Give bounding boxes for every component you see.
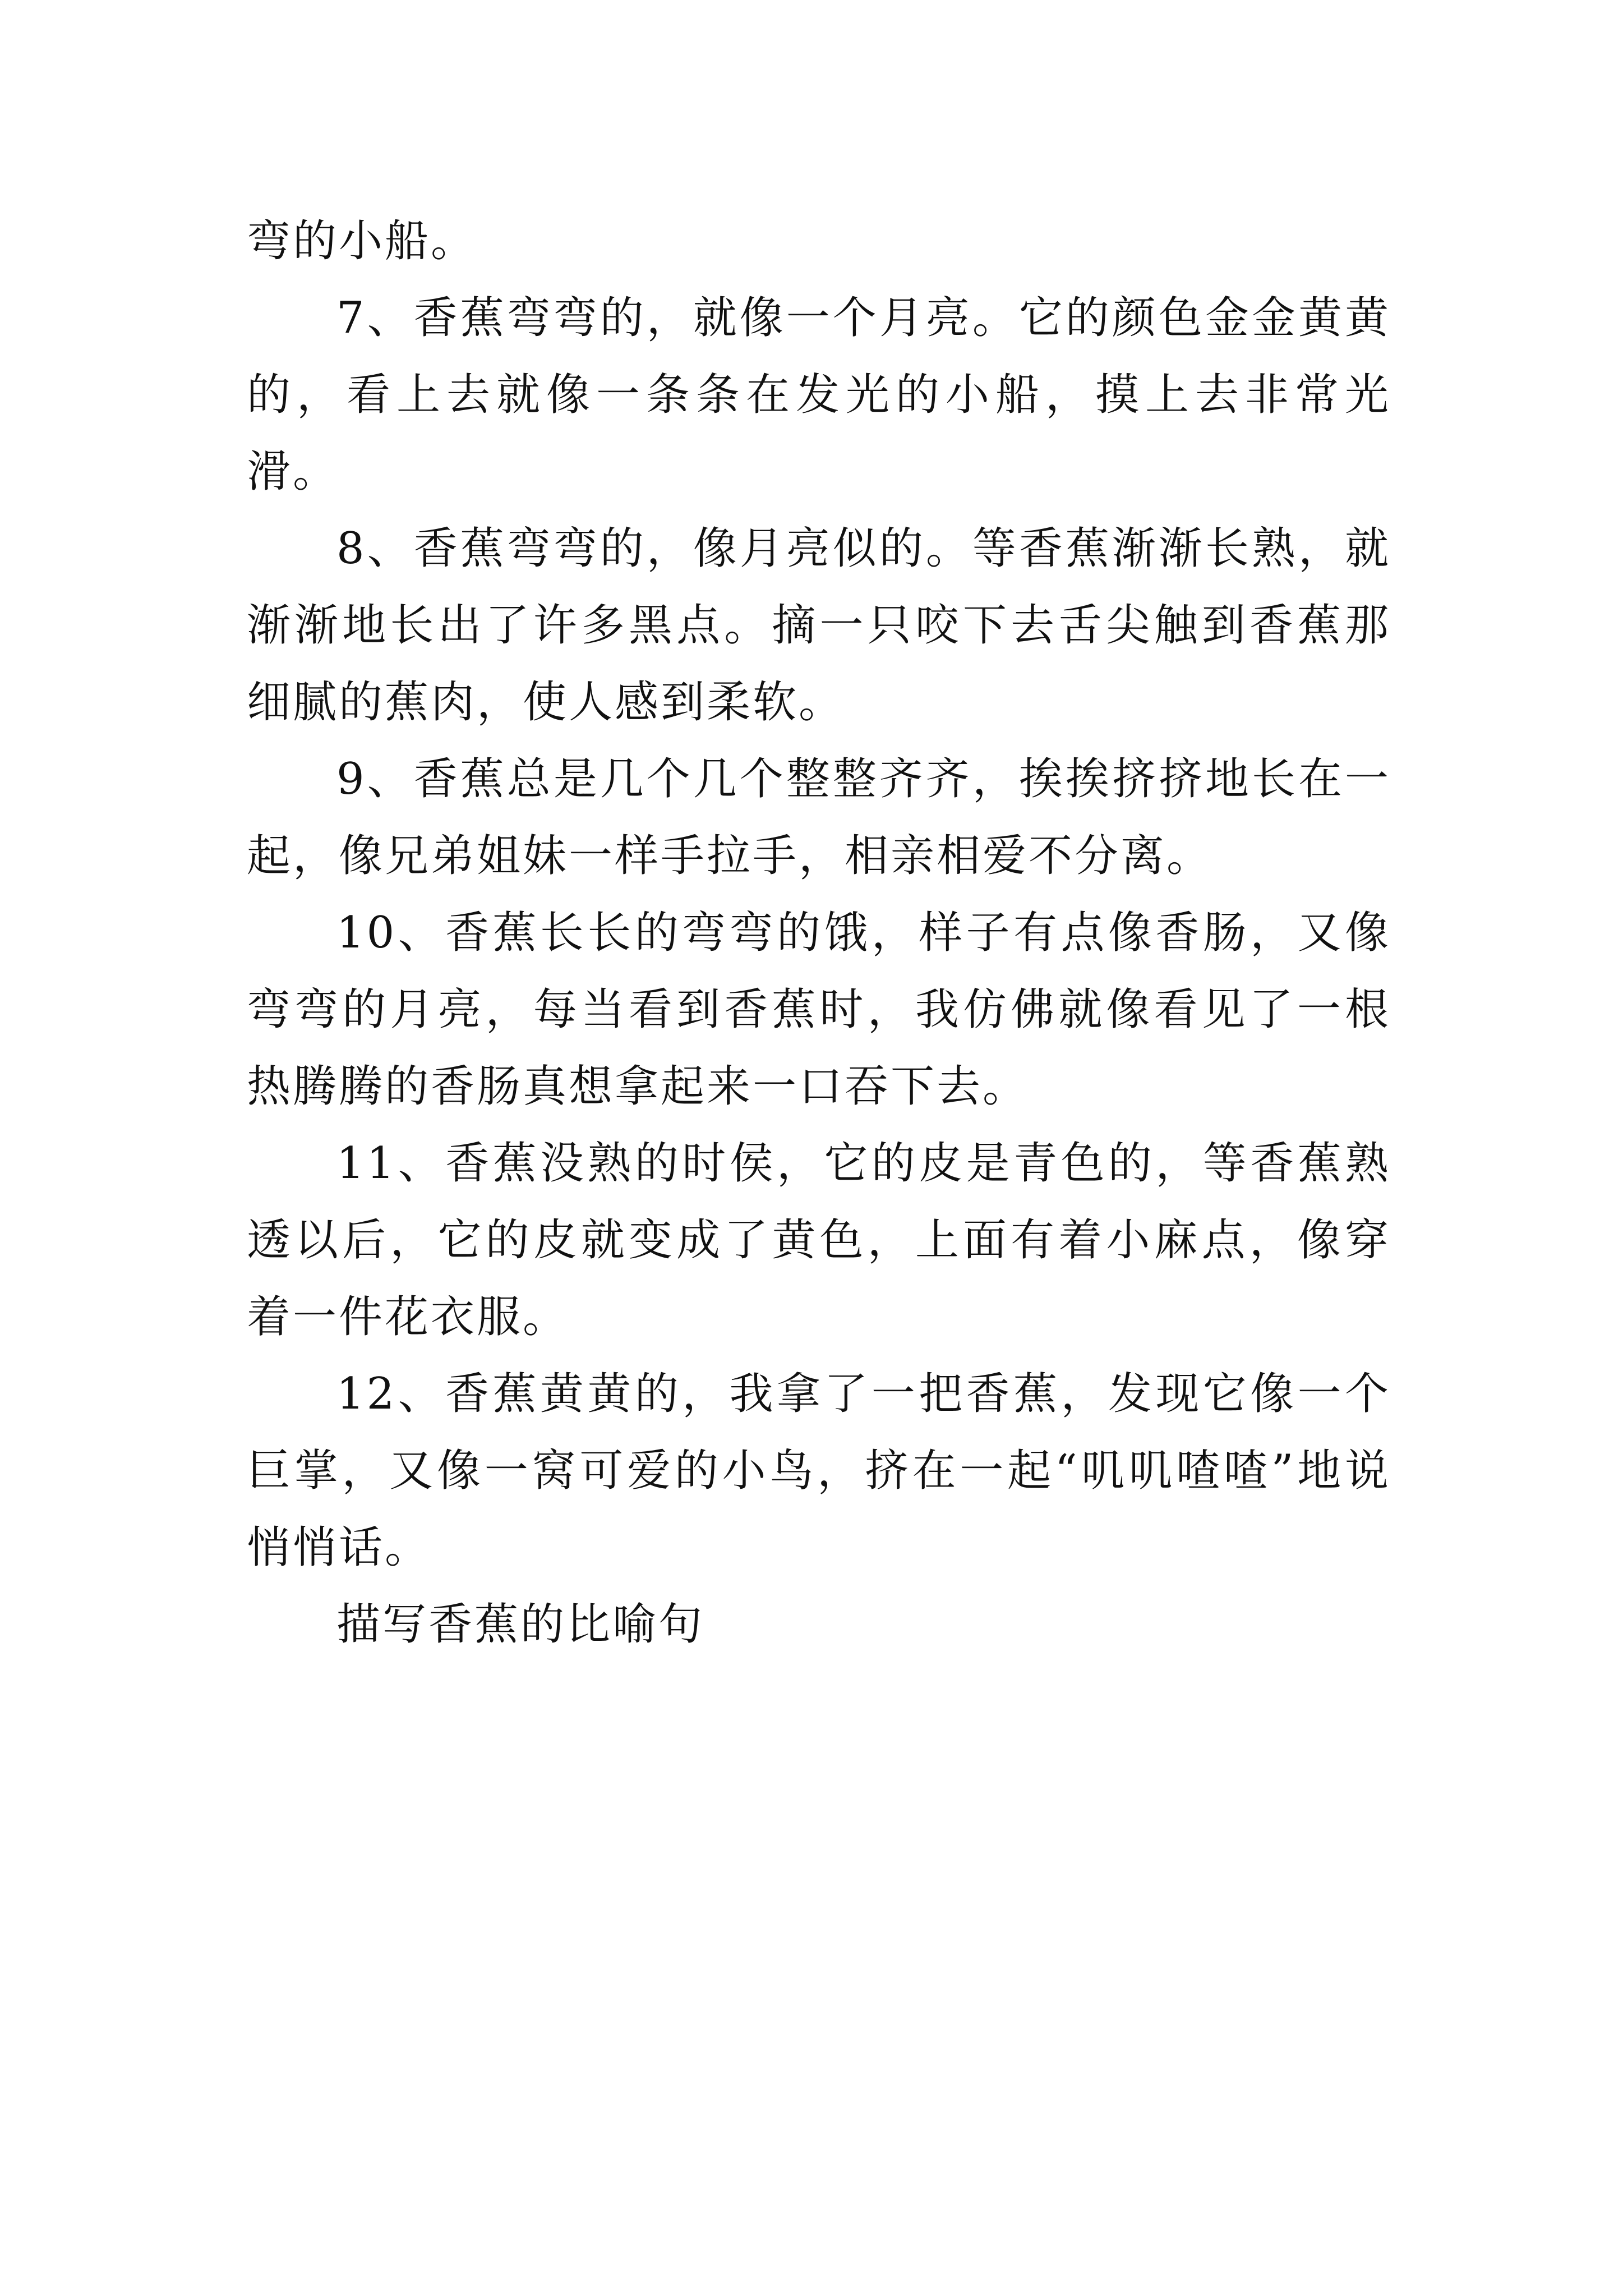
list-item: 8、香蕉弯弯的，像月亮似的。等香蕉渐渐长熟，就渐渐地长出了许多黑点。摘一只咬下去舌尖触到香蕉那细腻的蕉肉，使人感到柔软。 xyxy=(247,523,1391,728)
continuation-text: 弯的小船。 xyxy=(247,216,477,266)
list-item: 11、香蕉没熟的时侯，它的皮是青色的，等香蕉熟透以后，它的皮就变成了黄色，上面有着小麻点，像穿着一件花衣服。 xyxy=(247,1138,1391,1342)
list-item: 10、香蕉长长的弯弯的饿，样子有点像香肠，又像弯弯的月亮，每当看到香蕉时，我仿佛就像看见了一根热腾腾的香肠真想拿起来一口吞下去。 xyxy=(247,908,1391,1112)
list-item: 9、香蕉总是几个几个整整齐齐，挨挨挤挤地长在一起，像兄弟姐妹一样手拉手，相亲相爱不分离。 xyxy=(247,754,1391,881)
document-body xyxy=(247,203,1391,1663)
list-item: 7、香蕉弯弯的，就像一个月亮。它的颜色金金黄黄的，看上去就像一条条在发光的小船，摸上去非常光滑。 xyxy=(247,293,1391,497)
closing-title: 描写香蕉的比喻句 xyxy=(336,1599,705,1650)
list-item: 12、香蕉黄黄的，我拿了一把香蕉，发现它像一个巨掌，又像一窝可爱的小鸟，挤在一起“叽叽喳喳”地说悄悄话。 xyxy=(247,1369,1391,1573)
